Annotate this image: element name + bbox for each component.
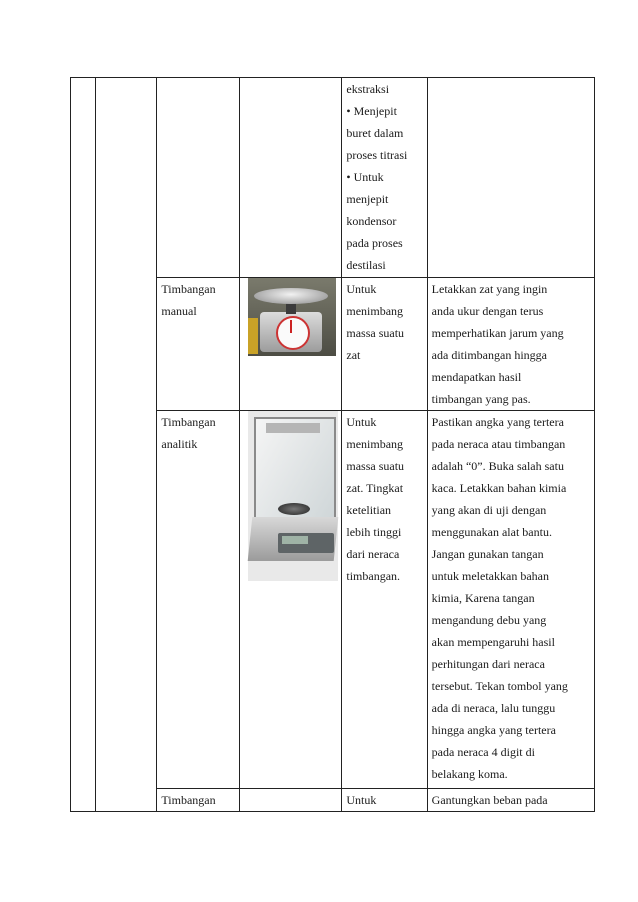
name-cell: Timbangan <box>157 789 240 812</box>
image-cell <box>240 78 342 278</box>
name-cell <box>157 78 240 278</box>
manual-scale-image <box>248 278 336 356</box>
procedure-cell: Pastikan angka yang tertera pada neraca atau timbangan adalah “0”. Buka salah satu kaca. Letakkan bahan kimia yang akan di uji dengan menggunakan alat bantu. Jangan gunakan tangan untuk meletakkan bahan kimia, Karena tangan mengandung debu yang akan mempengaruhi hasil perhitungan dari neraca tersebut. Tekan tombol yang ada di neraca, lalu tunggu hingga angka yang tertera pada neraca 4 digit di belakang koma. <box>427 411 594 789</box>
name-cell: Timbangan manual <box>157 278 240 411</box>
procedure-cell <box>427 78 594 278</box>
usage-cell: ekstraksi • Menjepit buret dalam proses titrasi • Untuk menjepit kondensor pada proses destilasi <box>342 78 427 278</box>
procedure-cell: Letakkan zat yang ingin anda ukur dengan terus memperhatikan jarum yang ada ditimbangan hingga mendapatkan hasil timbangan yang pas. <box>427 278 594 411</box>
number-cell <box>71 78 96 812</box>
image-cell <box>240 411 342 789</box>
name-cell: Timbangan analitik <box>157 411 240 789</box>
usage-cell: Untuk <box>342 789 427 812</box>
image-cell <box>240 278 342 411</box>
procedure-cell: Gantungkan beban pada <box>427 789 594 812</box>
analytical-balance-image <box>248 411 338 581</box>
usage-cell: Untuk menimbang massa suatu zat <box>342 278 427 411</box>
equipment-table <box>70 77 595 812</box>
category-cell <box>96 78 157 812</box>
image-cell <box>240 789 342 812</box>
table-row-continuation <box>71 78 595 278</box>
usage-cell: Untuk menimbang massa suatu zat. Tingkat ketelitian lebih tinggi dari neraca timbangan. <box>342 411 427 789</box>
